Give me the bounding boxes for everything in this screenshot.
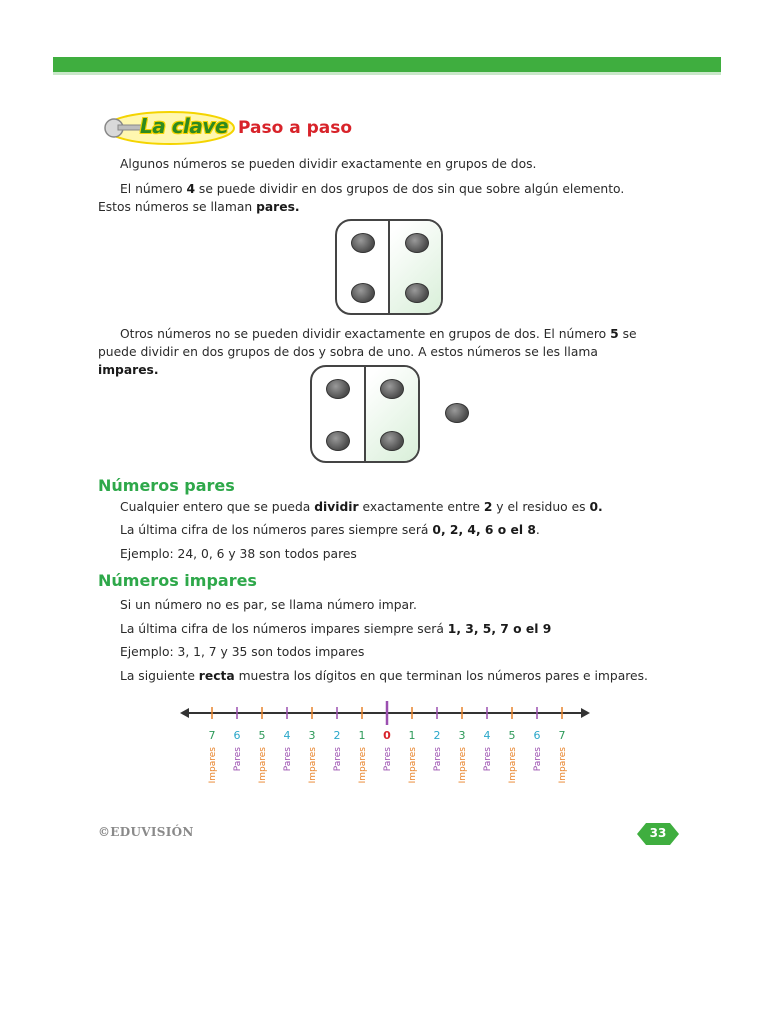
section-header bbox=[100, 110, 500, 150]
number-line-digit: 5 bbox=[258, 729, 266, 742]
logo-text: La clave bbox=[140, 114, 229, 138]
number-line-parity-label: Pares bbox=[333, 747, 343, 772]
number-line-digit: 0 bbox=[383, 729, 391, 742]
number-line-parity-label: Impares bbox=[508, 747, 518, 784]
counter-dot bbox=[326, 379, 350, 399]
number-line-parity-label: Pares bbox=[233, 747, 243, 772]
number-line-digit: 1 bbox=[358, 729, 366, 742]
number-line-digit: 4 bbox=[283, 729, 291, 742]
page-number: 33 bbox=[649, 826, 667, 840]
top-bar-shadow bbox=[53, 72, 721, 75]
odd-last-digit: La última cifra de los números impares siempre será 1, 3, 5, 7 o el 9 bbox=[120, 622, 552, 636]
even-groups-box bbox=[335, 219, 443, 315]
number-line-parity-label: Impares bbox=[308, 747, 318, 784]
number-line-parity-label: Pares bbox=[433, 747, 443, 772]
intro-paragraph-2: El número 4 se puede dividir en dos grupos de dos sin que sobre algún elemento. Estos números se llaman pares. bbox=[98, 182, 625, 214]
odd-example: Ejemplo: 3, 1, 7 y 35 son todos impares bbox=[120, 645, 365, 659]
number-line-digit: 5 bbox=[508, 729, 516, 742]
number-line-digit: 7 bbox=[208, 729, 216, 742]
counter-dot bbox=[405, 233, 429, 253]
number-line-parity-label: Impares bbox=[408, 747, 418, 784]
number-line-parity-label: Impares bbox=[258, 747, 268, 784]
counter-dot bbox=[351, 283, 375, 303]
counter-dot bbox=[405, 283, 429, 303]
odd-definition: Si un número no es par, se llama número impar. bbox=[120, 598, 417, 612]
number-line-digit: 2 bbox=[433, 729, 441, 742]
numberline-intro: La siguiente recta muestra los dígitos en que terminan los números pares e impares. bbox=[120, 669, 648, 683]
heading-even-numbers: Números pares bbox=[98, 476, 235, 495]
number-line-parity-label: Impares bbox=[358, 747, 368, 784]
number-line-parity-label: Pares bbox=[483, 747, 493, 772]
number-line-digit: 6 bbox=[533, 729, 541, 742]
counter-dot bbox=[380, 379, 404, 399]
counter-dot bbox=[380, 431, 404, 451]
even-example: Ejemplo: 24, 0, 6 y 38 son todos pares bbox=[120, 547, 357, 561]
number-line-parity-label: Impares bbox=[558, 747, 568, 784]
heading-odd-numbers: Números impares bbox=[98, 571, 257, 590]
top-bar bbox=[53, 57, 721, 72]
number-line-digit: 7 bbox=[558, 729, 566, 742]
number-line bbox=[180, 700, 590, 800]
number-line-digit: 3 bbox=[458, 729, 466, 742]
leftover-dot bbox=[445, 403, 469, 423]
intro-paragraph-3: Otros números no se pueden dividir exactamente en grupos de dos. El número 5 se puede dividir en dos grupos de dos y sobra de uno. A estos números se les llama impares. bbox=[98, 327, 637, 377]
section-title: Paso a paso bbox=[238, 118, 353, 138]
page-number-badge bbox=[637, 823, 679, 845]
number-line-digit: 3 bbox=[308, 729, 316, 742]
publisher-brand: ©EDUVISIÓN bbox=[98, 825, 194, 839]
number-line-parity-label: Impares bbox=[458, 747, 468, 784]
number-line-parity-label: Pares bbox=[533, 747, 543, 772]
arrow-right-icon bbox=[581, 708, 590, 718]
number-line-parity-label: Pares bbox=[383, 747, 393, 772]
even-rule: Cualquier entero que se pueda dividir exactamente entre 2 y el residuo es 0. bbox=[120, 500, 603, 514]
number-line-digit: 2 bbox=[333, 729, 341, 742]
number-line-digit: 6 bbox=[233, 729, 241, 742]
arrow-left-icon bbox=[180, 708, 189, 718]
counter-dot bbox=[326, 431, 350, 451]
number-line-parity-label: Pares bbox=[283, 747, 293, 772]
even-last-digit: La última cifra de los números pares siempre será 0, 2, 4, 6 o el 8. bbox=[120, 523, 540, 537]
intro-paragraph-1: Algunos números se pueden dividir exactamente en grupos de dos. bbox=[120, 157, 537, 171]
odd-groups-box bbox=[310, 365, 420, 463]
counter-dot bbox=[351, 233, 375, 253]
number-line-digit: 4 bbox=[483, 729, 491, 742]
number-line-parity-label: Impares bbox=[208, 747, 218, 784]
number-line-digit: 1 bbox=[408, 729, 416, 742]
